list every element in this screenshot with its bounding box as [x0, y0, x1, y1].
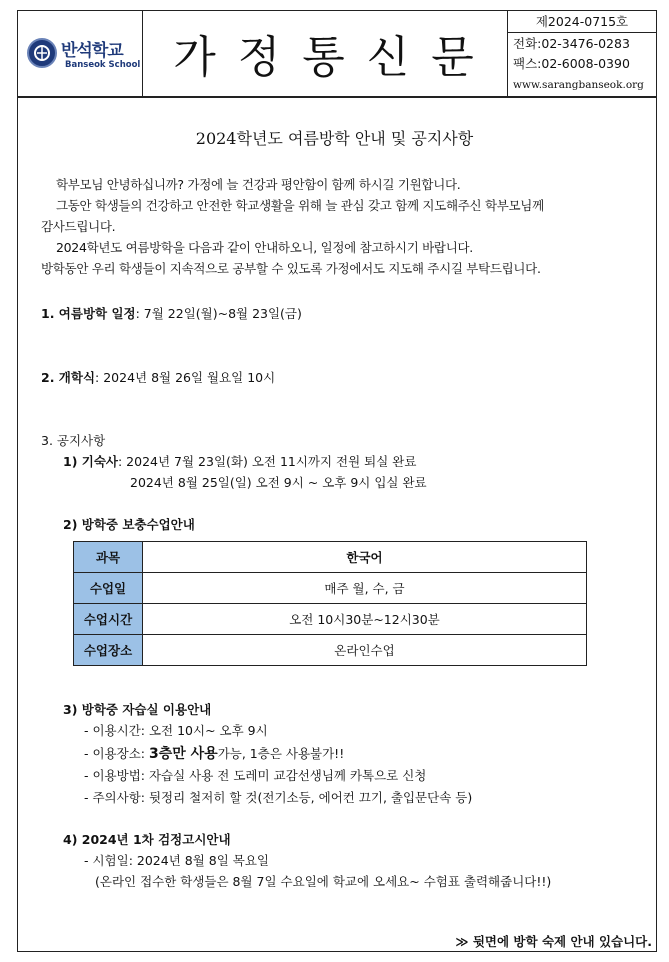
phone: 전화:02-3476-0283 — [513, 36, 630, 51]
table-row — [74, 573, 587, 604]
section-label: 2. 개학식 — [41, 370, 96, 385]
intro-line: 학부모님 안녕하십니까? 가정에 늘 건강과 평안함이 함께 하시길 기원합니다. — [56, 177, 461, 192]
table-row — [74, 604, 587, 635]
section-value: : 7월 22일(월)~8월 23일(금) — [135, 306, 302, 321]
table-value: 매주 월, 수, 금 — [143, 573, 587, 604]
place-suffix: 가능, 1층은 사용불가!! — [217, 746, 345, 761]
study-room-method: - 이용방법: 자습실 사용 전 도레미 교감선생님께 카톡으로 신청 — [84, 768, 427, 783]
table-value: 한국어 — [143, 542, 587, 573]
supplement-heading: 2) 방학중 보충수업안내 — [63, 517, 195, 532]
place-prefix: - 이용장소: — [84, 746, 149, 761]
dorm-line1: : 2024년 7월 23일(화) 오전 11시까지 전원 퇴실 완료 — [118, 454, 417, 469]
school-logo — [17, 10, 143, 96]
exam-note: (온라인 접수한 학생들은 8월 7일 수요일에 학교에 오세요~ 수험표 출력해줍니다!!) — [95, 874, 552, 889]
table-label: 수업장소 — [74, 635, 143, 666]
table-label: 수업시간 — [74, 604, 143, 635]
table-value: 온라인수업 — [143, 635, 587, 666]
page-title: 가정통신문 — [173, 32, 496, 83]
exam-heading: 4) 2024년 1차 검정고시안내 — [63, 832, 231, 847]
table-row — [74, 542, 587, 573]
letterhead — [17, 10, 657, 98]
study-room-caution: - 주의사항: 뒷정리 철저히 할 것(전기소등, 에어컨 끄기, 출입문단속 등) — [84, 790, 473, 805]
dorm-line2: 2024년 8월 25일(일) 오전 9시 ~ 오후 9시 입실 완료 — [130, 475, 427, 490]
study-room-time: - 이용시간: 오전 10시~ 오후 9시 — [84, 723, 268, 738]
notice-heading: 2024학년도 여름방학 안내 및 공지사항 — [195, 129, 474, 148]
intro-line: 방학동안 우리 학생들이 지속적으로 공부할 수 있도록 가정에서도 지도해 주시길 부탁드립니다. — [41, 261, 541, 276]
website-link[interactable]: www.sarangbanseok.org — [513, 79, 644, 91]
section-label: 1. 여름방학 일정 — [41, 306, 136, 321]
table-row — [74, 635, 587, 666]
dorm-notice — [63, 452, 416, 470]
dorm-label: 1) 기숙사 — [63, 454, 118, 469]
title-cell — [142, 10, 508, 96]
study-room-heading: 3) 방학중 자습실 이용안내 — [63, 702, 212, 717]
school-name-ko: 반석학교 — [61, 41, 123, 61]
section-value: : 2024년 8월 26일 월요일 10시 — [95, 370, 276, 385]
table-value: 오전 10시30분~12시30분 — [143, 604, 587, 635]
section-vacation-schedule — [41, 304, 302, 322]
intro-line: 감사드립니다. — [41, 219, 116, 234]
section-opening-ceremony — [41, 368, 275, 386]
contact-info — [507, 10, 657, 96]
fax: 팩스:02-6008-0390 — [513, 56, 630, 71]
intro-line: 그동안 학생들의 건강하고 안전한 학교생활을 위해 늘 관심 갖고 함께 지도해주신 학부모님께 — [56, 198, 544, 213]
section-notices — [41, 431, 105, 449]
supplement-table — [73, 541, 587, 666]
place-emphasis: 3층만 사용 — [148, 746, 218, 762]
doc-number: 제2024-0715호 — [507, 10, 657, 33]
study-room-place — [84, 743, 344, 763]
school-emblem-icon — [27, 38, 57, 68]
back-page-notice: ≫ 뒷면에 방학 숙제 안내 있습니다. — [455, 934, 652, 949]
table-label: 과목 — [74, 542, 143, 573]
section-label: 3. 공지사항 — [41, 433, 106, 448]
exam-date: - 시험일: 2024년 8월 8일 목요일 — [84, 853, 269, 868]
table-label: 수업일 — [74, 573, 143, 604]
school-name-en: Banseok School — [65, 60, 141, 70]
intro-line: 2024학년도 여름방학을 다음과 같이 안내하오니, 일정에 참고하시기 바랍니다. — [56, 240, 473, 255]
